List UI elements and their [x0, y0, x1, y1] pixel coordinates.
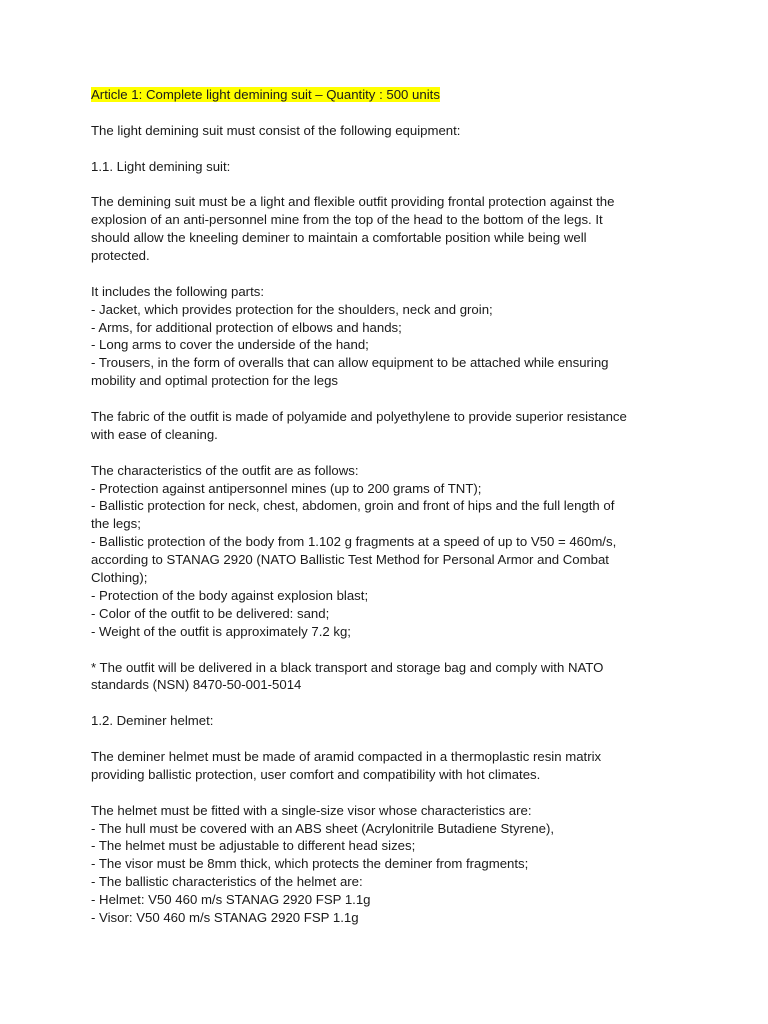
suit-description-paragraph: [91, 193, 691, 265]
list-item: - Color of the outfit to be delivered: sand;: [91, 605, 330, 621]
spacer: [91, 444, 691, 462]
spacer: [91, 140, 691, 158]
list-item: - Arms, for additional protection of elbows and hands;: [91, 319, 402, 335]
list-item: - The helmet must be adjustable to different head sizes;: [91, 838, 416, 854]
text-line: should allow the kneeling deminer to maintain a comfortable position while being well: [91, 230, 587, 246]
spacer: [91, 104, 691, 122]
list-item: - Helmet: V50 460 m/s STANAG 2920 FSP 1.1g: [91, 892, 371, 908]
list-item: - The visor must be 8mm thick, which protects the deminer from fragments;: [91, 856, 529, 872]
fabric-paragraph: [91, 408, 691, 444]
text-line: with ease of cleaning.: [91, 426, 218, 442]
intro-paragraph: The light demining suit must consist of the following equipment:: [91, 122, 461, 138]
list-item: - Protection against antipersonnel mines (up to 200 grams of TNT);: [91, 480, 482, 496]
document-body: [91, 86, 691, 927]
list-item: - Long arms to cover the underside of the hand;: [91, 337, 369, 353]
helmet-description-paragraph: [91, 748, 691, 784]
spacer: [91, 390, 691, 408]
section-1-2-heading: 1.2. Deminer helmet:: [91, 713, 214, 729]
section-1-1-heading: 1.1. Light demining suit:: [91, 158, 231, 174]
list-item: - Visor: V50 460 m/s STANAG 2920 FSP 1.1g: [91, 909, 359, 925]
text-line: It includes the following parts:: [91, 283, 264, 299]
article-title: Article 1: Complete light demining suit – Quantity : 500 units: [91, 87, 440, 102]
spacer: [91, 641, 691, 659]
text-line: standards (NSN) 8470-50-001-5014: [91, 677, 302, 693]
text-line: providing ballistic protection, user comfort and compatibility with hot climates.: [91, 766, 541, 782]
article-title-line: [91, 86, 691, 104]
list-item: - Jacket, which provides protection for the shoulders, neck and groin;: [91, 301, 493, 317]
list-item: - Weight of the outfit is approximately 7.2 kg;: [91, 623, 351, 639]
characteristics-list: [91, 462, 691, 641]
text-line: The demining suit must be a light and flexible outfit providing frontal protection against the: [91, 194, 615, 210]
spacer: [91, 175, 691, 193]
list-item: Clothing);: [91, 570, 148, 586]
delivery-note: [91, 659, 691, 695]
spacer: [91, 265, 691, 283]
text-line: The deminer helmet must be made of aramid compacted in a thermoplastic resin matrix: [91, 748, 602, 764]
list-item: - The hull must be covered with an ABS sheet (Acrylonitrile Butadiene Styrene),: [91, 820, 555, 836]
spacer: [91, 784, 691, 802]
list-item: - Trousers, in the form of overalls that can allow equipment to be attached while ensuring: [91, 355, 609, 371]
text-line: The characteristics of the outfit are as follows:: [91, 462, 359, 478]
list-item: according to STANAG 2920 (NATO Ballistic Test Method for Personal Armor and Combat: [91, 552, 609, 568]
list-item: - Ballistic protection of the body from 1.102 g fragments at a speed of up to V50 = 460m/s,: [91, 534, 617, 550]
text-line: protected.: [91, 248, 150, 264]
spacer: [91, 694, 691, 712]
list-item: - Ballistic protection for neck, chest, abdomen, groin and front of hips and the full length of: [91, 498, 615, 514]
visor-characteristics-list: [91, 802, 691, 927]
list-item: - Protection of the body against explosion blast;: [91, 587, 369, 603]
text-line: The fabric of the outfit is made of polyamide and polyethylene to provide superior resistance: [91, 409, 627, 425]
text-line: The helmet must be fitted with a single-size visor whose characteristics are:: [91, 802, 532, 818]
list-item: - The ballistic characteristics of the helmet are:: [91, 874, 363, 890]
suit-parts-list: [91, 283, 691, 390]
text-line: * The outfit will be delivered in a black transport and storage bag and comply with NATO: [91, 659, 604, 675]
list-item: mobility and optimal protection for the legs: [91, 373, 339, 389]
list-item: the legs;: [91, 516, 141, 532]
text-line: explosion of an anti-personnel mine from the top of the head to the bottom of the legs. It: [91, 212, 603, 228]
spacer: [91, 730, 691, 748]
